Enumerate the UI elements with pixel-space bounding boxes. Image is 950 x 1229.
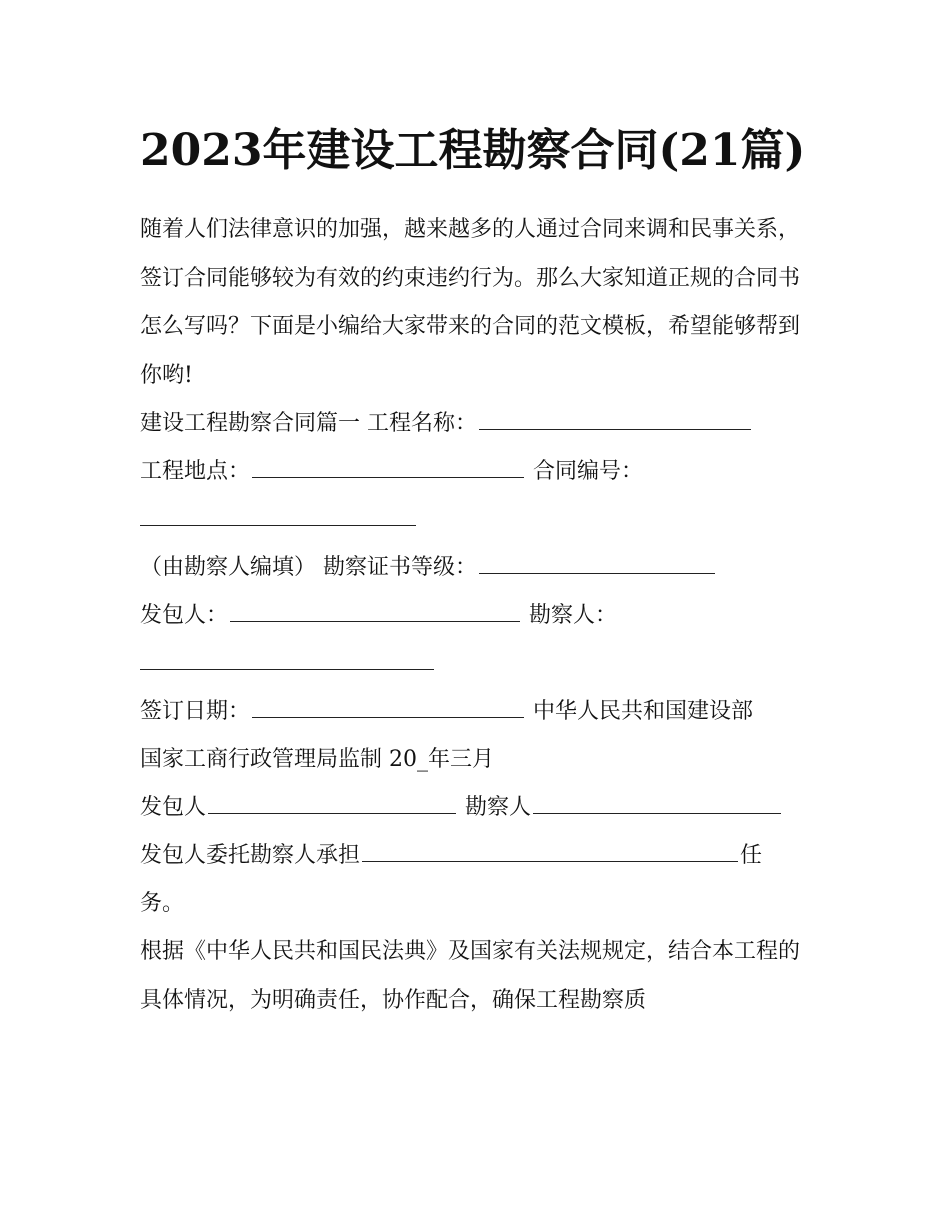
contract-number-label: 合同编号： (533, 459, 644, 484)
surveyor-blank (140, 668, 434, 670)
project-name-label: 建设工程勘察合同篇一 工程名称： (140, 411, 477, 436)
contract-number-blank (140, 524, 416, 526)
contract-number-blank-line (140, 496, 812, 544)
task-line: 务。 (140, 891, 185, 916)
commission-label: 发包人委托勘察人承担 (140, 843, 361, 868)
project-name-line (140, 400, 812, 448)
client-label: 发包人： (140, 603, 229, 628)
commission-suffix: 任 (740, 843, 763, 868)
certificate-level-blank (479, 572, 715, 574)
client-blank (230, 620, 520, 622)
surveyor-blank-line (140, 640, 812, 688)
surveyor-label-2: 勘察人 (465, 795, 532, 820)
surveyor-blank-2 (533, 812, 781, 814)
project-location-line (140, 448, 812, 496)
intro-paragraph: 随着人们法律意识的加强，越来越多的人通过合同来调和民事关系，签订合同能够较为有效的约束违约行为。那么大家知道正规的合同书怎么写吗？下面是小编给大家带来的合同的范文模板，希望能够帮到你哟! (140, 217, 801, 388)
project-location-label: 工程地点： (140, 459, 251, 484)
surveyor-label: 勘察人： (529, 603, 618, 628)
signing-date-blank (252, 716, 524, 718)
commission-blank (362, 860, 738, 862)
project-location-blank (252, 476, 524, 478)
certificate-level-line (140, 544, 812, 592)
document-page (140, 112, 812, 1025)
commission-line (140, 832, 812, 880)
parties-line (140, 592, 812, 640)
ministry-text: 中华人民共和国建设部 (533, 699, 754, 724)
supervision-line: 国家工商行政管理局监制 20_年三月 (140, 747, 494, 772)
certificate-level-label: （由勘察人编填） 勘察证书等级： (140, 555, 477, 580)
client-blank-2 (208, 812, 456, 814)
signing-date-label: 签订日期： (140, 699, 251, 724)
document-title: 2023年建设工程勘察合同(21篇) (140, 125, 806, 176)
client-label-2: 发包人 (140, 795, 207, 820)
closing-paragraph: 根据《中华人民共和国民法典》及国家有关法规规定，结合本工程的具体情况，为明确责任，协作配合，确保工程勘察质 (140, 939, 801, 1013)
signing-date-line (140, 688, 812, 736)
party-names-line (140, 784, 812, 832)
project-name-blank (479, 428, 751, 430)
